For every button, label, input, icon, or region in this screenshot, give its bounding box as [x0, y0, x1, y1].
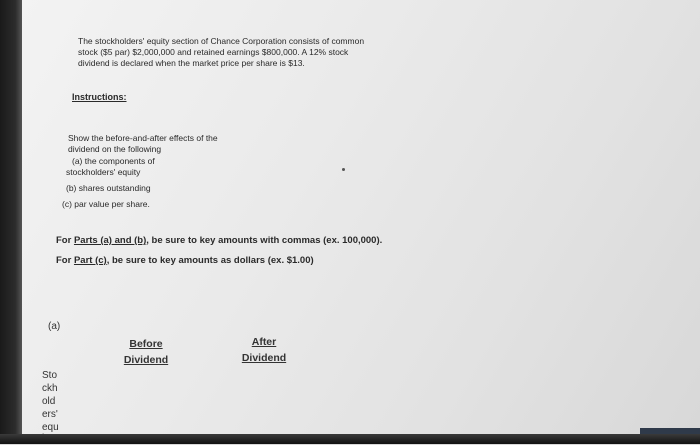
screen-bezel-bottom [0, 434, 700, 444]
item-c: (c) par value per share. [62, 199, 150, 209]
show-effects-text: Show the before-and-after effects of the dividend on the following [68, 133, 218, 154]
problem-intro: The stockholders' equity section of Chance Corporation consists of common stock ($5 par) $2,000,000 and retained earnings $800,000. A 12% stock dividend is declared when the market price per share is $13. [78, 36, 365, 68]
note1-suffix: , be sure to key amounts with commas (ex. 100,000). [146, 235, 383, 246]
before-header-line2: Dividend [123, 354, 169, 366]
problem-screen [22, 0, 700, 434]
row-label-fragment: ckh [42, 383, 58, 394]
before-header-line1: Before [129, 338, 163, 350]
item-a-line1: (a) the components of [72, 156, 155, 166]
note2-prefix: For [56, 255, 74, 266]
row-label-fragment: Sto [42, 370, 58, 381]
row-label-fragment: ers' [42, 409, 58, 420]
screen-bezel-left [0, 0, 22, 444]
screen-speck [342, 168, 345, 171]
item-b: (b) shares outstanding [66, 183, 151, 193]
row-label-fragment: equ [42, 422, 59, 433]
note1-link[interactable]: Parts (a) and (b) [73, 235, 147, 246]
item-a-line2: stockholders' equity [66, 167, 141, 177]
after-header-line2: Dividend [241, 352, 287, 364]
instructions-heading: Instructions: [72, 92, 127, 102]
note2-link[interactable]: Part (c) [73, 255, 107, 266]
before-dividend-header [106, 336, 186, 368]
part-a-label: (a) [48, 321, 61, 332]
note-parts-a-b [56, 235, 382, 246]
after-dividend-header [224, 334, 304, 366]
row-label-fragment: old [42, 396, 56, 407]
after-header-line1: After [251, 336, 277, 348]
note-part-c [56, 255, 314, 266]
note1-prefix: For [56, 235, 74, 246]
note2-suffix: , be sure to key amounts as dollars (ex. $1.00) [106, 255, 314, 266]
